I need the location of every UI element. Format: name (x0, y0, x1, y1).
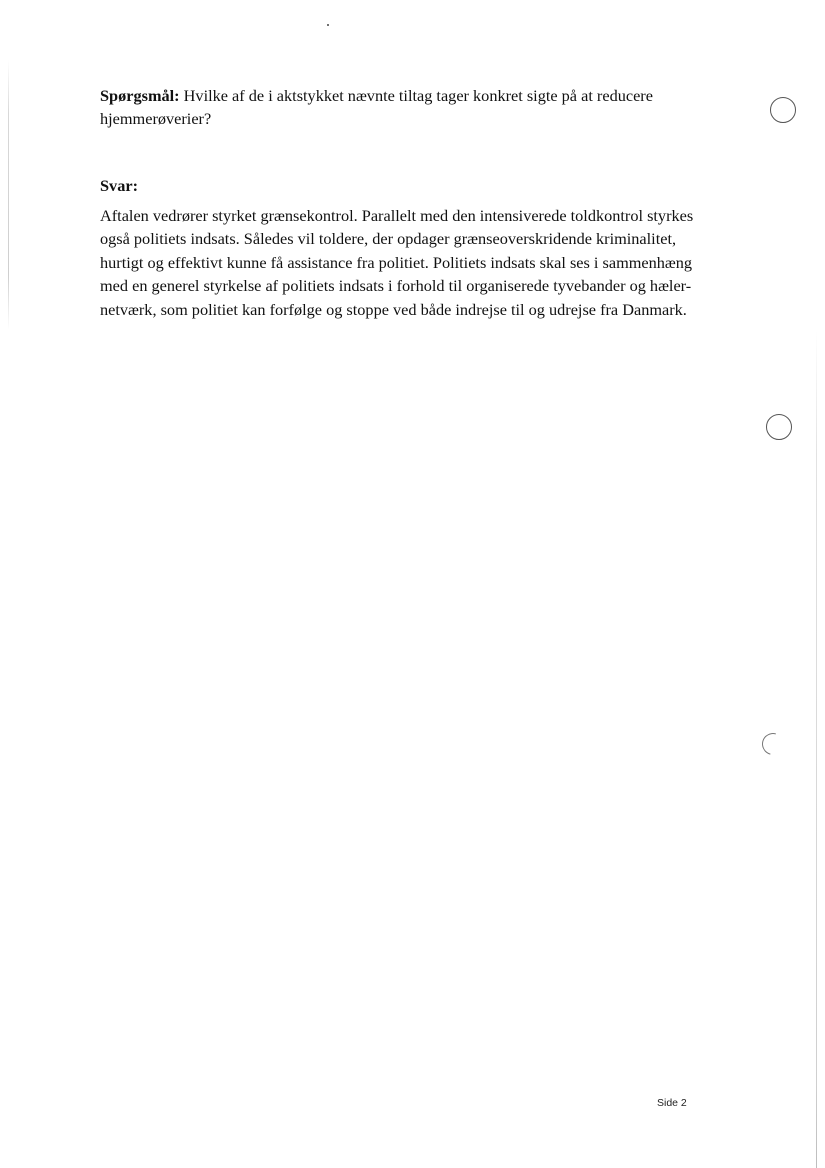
question-text: Hvilke af de i aktstykket nævnte tiltag tager konkret sigte på at reducere hjemmerøverier? (100, 86, 653, 128)
answer-line: hurtigt og effektivt kunne få assistance fra politiet. Politiets indsats skal ses i sammenhæng (100, 252, 693, 272)
punch-hole-bottom (758, 729, 788, 759)
answer-line: netværk, som politiet kan forfølge og stoppe ved både indrejse til og udrejse fra Danmark. (100, 299, 687, 319)
answer-line: også politiets indsats. Således vil toldere, der opdager grænseoverskridende kriminalitet, (100, 229, 677, 249)
answer-heading: Svar: (100, 176, 138, 195)
scan-edge-right (816, 330, 817, 1168)
scan-speck (327, 24, 329, 26)
question-label: Spørgsmål: (100, 86, 180, 105)
punch-hole-middle (766, 414, 792, 440)
answer-paragraph (100, 204, 720, 321)
page-number: Side 2 (657, 1097, 687, 1109)
question-paragraph (100, 84, 700, 130)
answer-line: Aftalen vedrører styrket grænsekontrol. Parallelt med den intensiverede toldkontrol styrkes (100, 206, 694, 225)
scan-edge-left (8, 60, 9, 330)
answer-line: med en generel styrkelse af politiets indsats i forhold til organiserede tyvebander og hæler- (100, 276, 692, 296)
punch-hole-top (770, 97, 796, 123)
